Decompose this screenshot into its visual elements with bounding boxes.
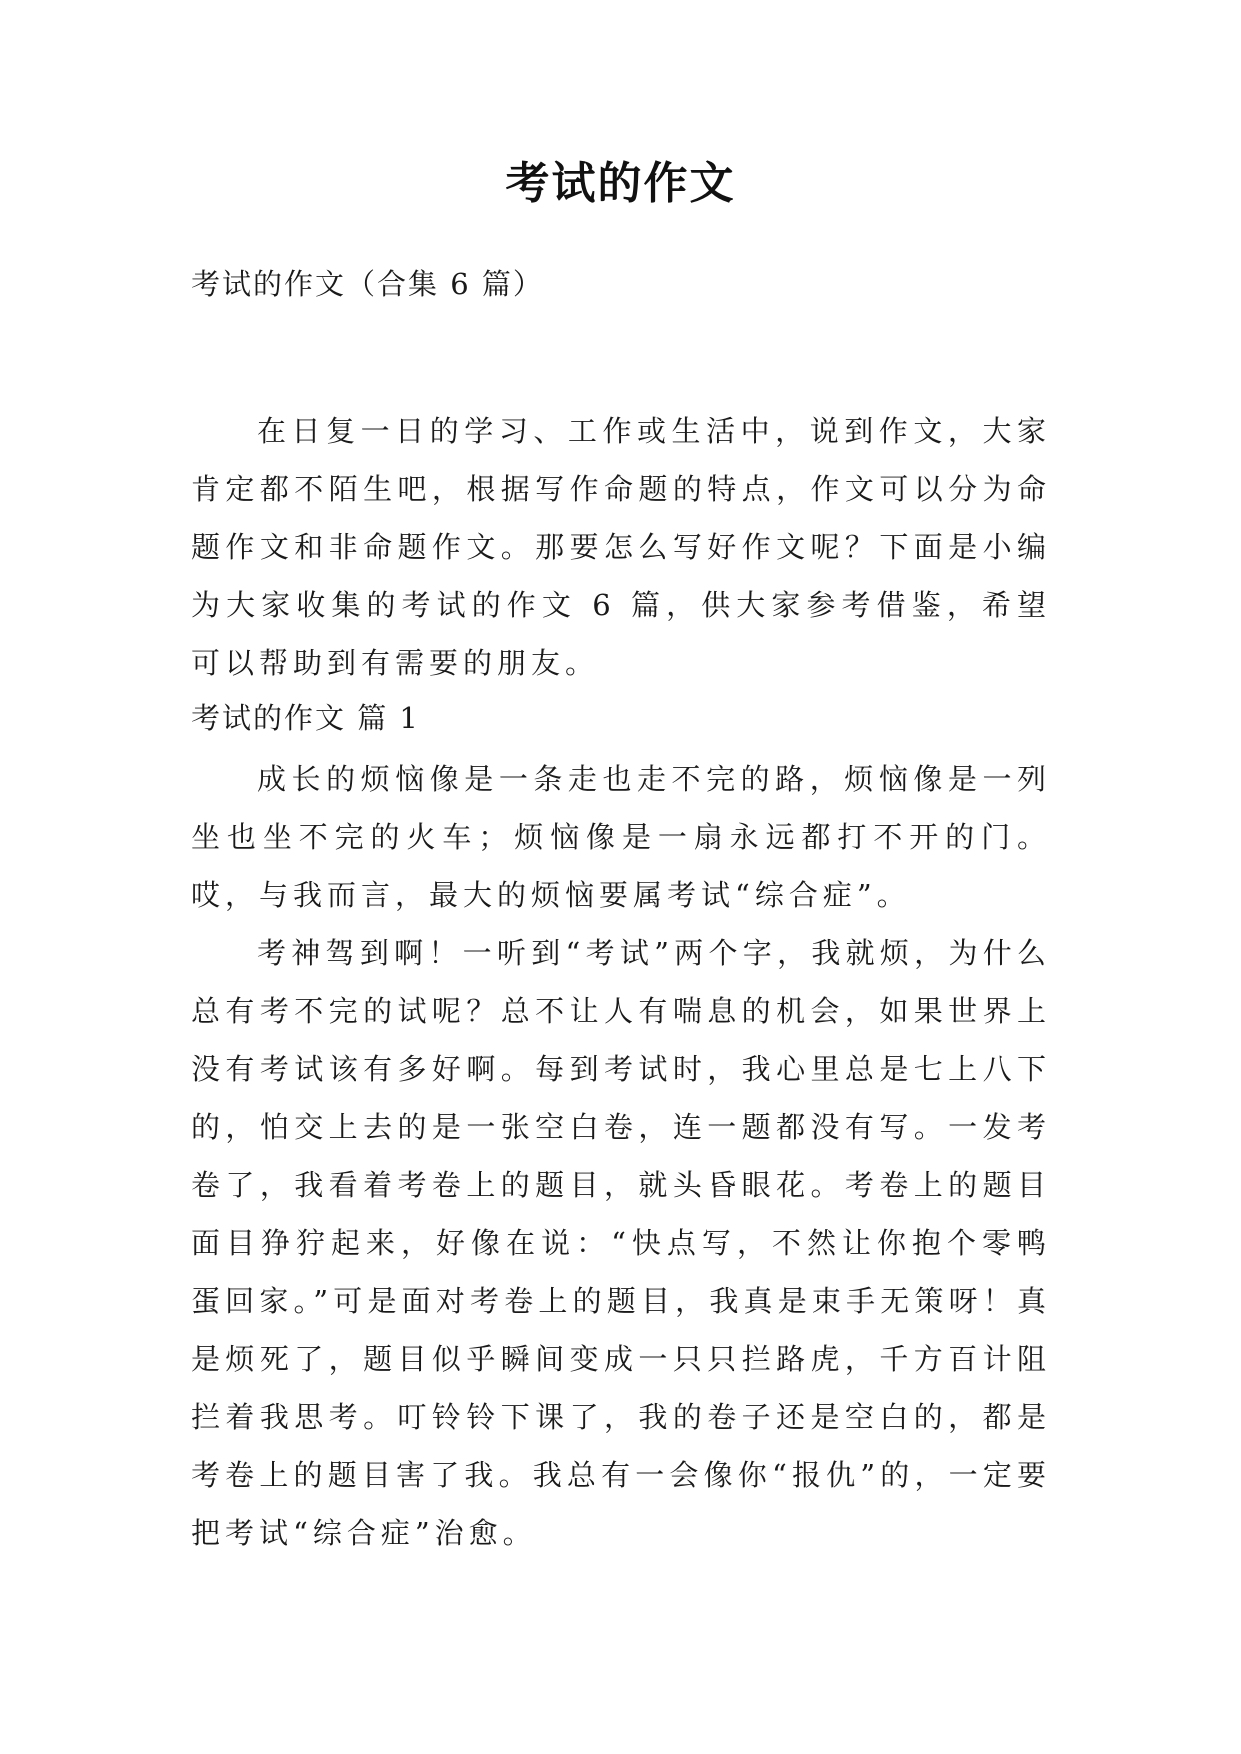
body-paragraph-1: 成长的烦恼像是一条走也走不完的路，烦恼像是一列坐也坐不完的火车；烦恼像是一扇永远都打不开的门。哎，与我而言，最大的烦恼要属考试“综合症”。 (191, 762, 1051, 912)
intro-paragraph: 在日复一日的学习、工作或生活中，说到作文，大家肯定都不陌生吧，根据写作命题的特点，作文可以分为命题作文和非命题作文。那要怎么写好作文呢？下面是小编为大家收集的考试的作文 6 篇，供大家参考借鉴，希望可以帮助到有需要的朋友。 (191, 414, 1051, 680)
section-heading: 考试的作文 篇 1 (191, 701, 420, 735)
body-paragraph-2: 考神驾到啊！一听到“考试”两个字，我就烦，为什么总有考不完的试呢？总不让人有喘息的机会，如果世界上没有考试该有多好啊。每到考试时，我心里总是七上八下的，怕交上去的是一张空白卷，连一题都没有写。一发考卷了，我看着考卷上的题目，就头昏眼花。考卷上的题目面目狰狞起来，好像在说：“快点写，不然让你抱个零鸭蛋回家。”可是面对考卷上的题目，我真是束手无策呀！真是烦死了，题目似乎瞬间变成一只只拦路虎，千方百计阻拦着我思考。叮铃铃下课了，我的卷子还是空白的，都是考卷上的题目害了我。我总有一会像你“报仇”的，一定要把考试“综合症”治愈。 (191, 936, 1051, 1550)
document-subtitle: 考试的作文（合集 6 篇） (191, 267, 544, 301)
document-title: 考试的作文 (505, 158, 736, 209)
